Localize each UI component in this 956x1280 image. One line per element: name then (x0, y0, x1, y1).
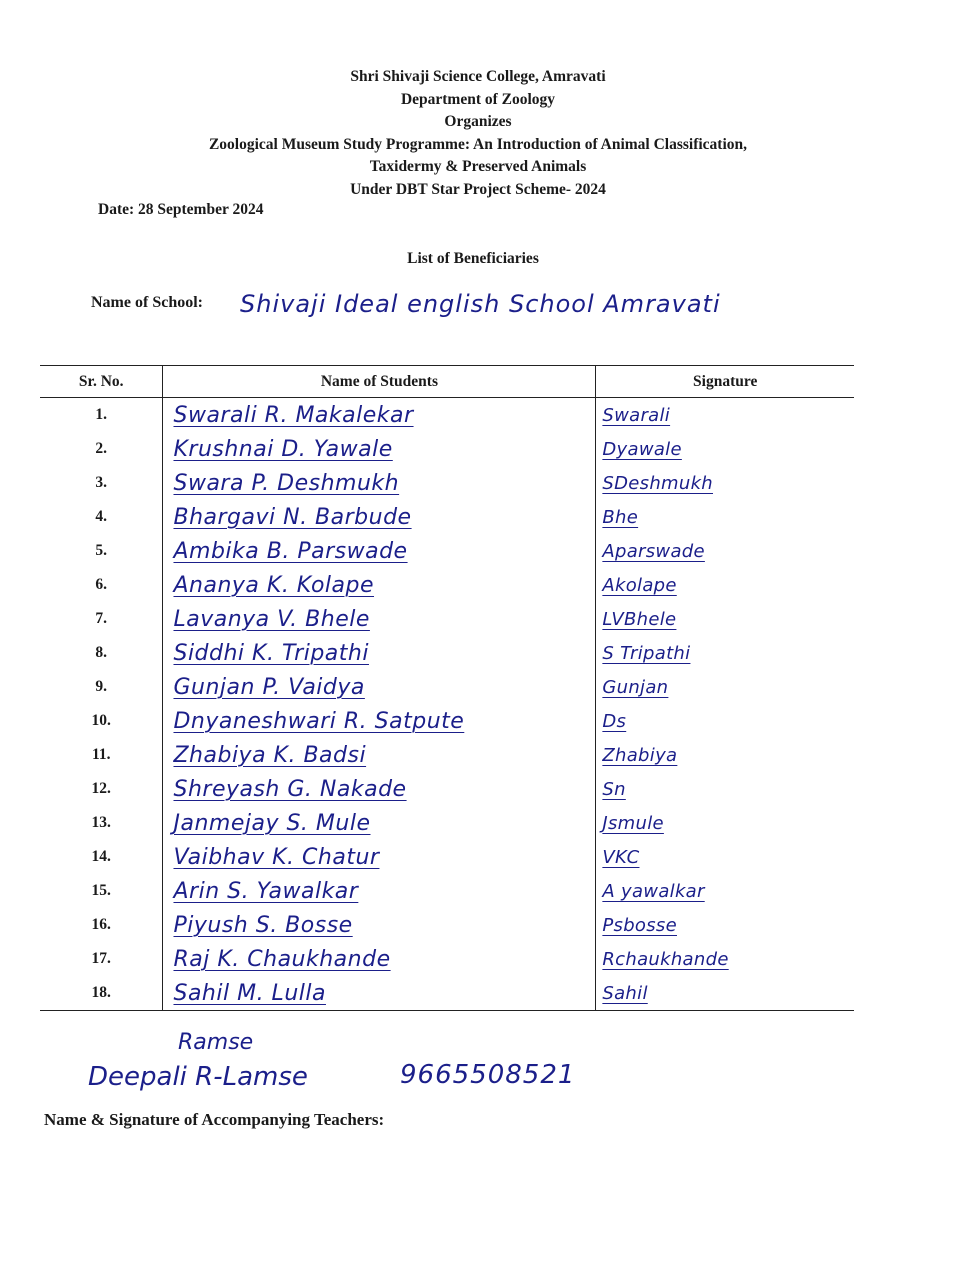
row-student-name: Ananya K. Kolape (173, 572, 375, 598)
table-row (40, 772, 854, 806)
school-label: Name of School: (91, 294, 203, 311)
header-student-name: Name of Students (163, 366, 596, 398)
row-sr-no: 3. (40, 466, 163, 500)
table-row (40, 568, 854, 602)
row-signature: Psbosse (602, 914, 677, 936)
row-student-name: Bhargavi N. Barbude (173, 504, 412, 530)
row-student-name: Krushnai D. Yawale (173, 436, 393, 462)
document-header (0, 66, 956, 202)
row-student-name: Zhabiya K. Badsi (173, 742, 367, 768)
row-student-name: Janmejay S. Mule (173, 810, 371, 836)
table-row (40, 942, 854, 976)
table-row (40, 840, 854, 874)
table-row (40, 432, 854, 466)
row-signature: Sahil (602, 982, 648, 1004)
table-row (40, 602, 854, 636)
row-sr-no: 12. (40, 772, 163, 806)
row-signature: Zhabiya (602, 744, 678, 766)
header-sr-no: Sr. No. (40, 366, 163, 398)
teacher-signature: Ramse (178, 1030, 254, 1055)
row-sr-no: 14. (40, 840, 163, 874)
row-sr-no: 10. (40, 704, 163, 738)
row-sr-no: 1. (40, 398, 163, 433)
table-row (40, 874, 854, 908)
beneficiaries-table (40, 365, 854, 1011)
row-signature: Dyawale (602, 438, 682, 460)
table-row (40, 534, 854, 568)
row-student-name: Swarali R. Makalekar (173, 402, 414, 428)
table-row (40, 500, 854, 534)
row-sr-no: 5. (40, 534, 163, 568)
row-signature: Swarali (602, 404, 671, 426)
row-sr-no: 8. (40, 636, 163, 670)
row-sr-no: 17. (40, 942, 163, 976)
list-title: List of Beneficiaries (407, 250, 539, 267)
row-signature: SDeshmukh (602, 472, 713, 494)
table-row (40, 704, 854, 738)
row-signature: Bhe (602, 506, 639, 528)
row-signature: S Tripathi (602, 642, 691, 664)
row-signature: VKC (602, 846, 640, 868)
row-signature: LVBhele (602, 608, 677, 630)
row-signature: Akolape (602, 574, 677, 596)
row-sr-no: 11. (40, 738, 163, 772)
row-student-name: Swara P. Deshmukh (173, 470, 400, 496)
row-signature: Ds (602, 710, 627, 732)
row-student-name: Arin S. Yawalkar (173, 878, 359, 904)
row-student-name: Piyush S. Bosse (173, 912, 353, 938)
table-row (40, 466, 854, 500)
teacher-phone: 9665508521 (400, 1060, 576, 1090)
table-row (40, 806, 854, 840)
row-student-name: Shreyash G. Nakade (173, 776, 407, 802)
row-signature: A yawalkar (602, 880, 705, 902)
row-student-name: Raj K. Chaukhande (173, 946, 391, 972)
row-sr-no: 4. (40, 500, 163, 534)
table-row (40, 398, 854, 433)
table-row (40, 908, 854, 942)
row-student-name: Gunjan P. Vaidya (173, 674, 365, 700)
table-row (40, 738, 854, 772)
row-student-name: Vaibhav K. Chatur (173, 844, 380, 870)
table-row (40, 670, 854, 704)
event-date: Date: 28 September 2024 (98, 201, 264, 218)
row-student-name: Dnyaneshwari R. Satpute (173, 708, 465, 734)
row-sr-no: 16. (40, 908, 163, 942)
row-sr-no: 9. (40, 670, 163, 704)
row-sr-no: 18. (40, 976, 163, 1011)
row-signature: Aparswade (602, 540, 705, 562)
table-row (40, 636, 854, 670)
accompanying-teachers-label: Name & Signature of Accompanying Teachers: (44, 1110, 385, 1129)
college-name: Shri Shivaji Science College, Amravati (350, 68, 606, 85)
row-signature: Sn (602, 778, 626, 800)
table-row (40, 976, 854, 1011)
department-name: Department of Zoology (400, 90, 556, 108)
row-sr-no: 7. (40, 602, 163, 636)
row-student-name: Siddhi K. Tripathi (173, 640, 369, 666)
row-sr-no: 2. (40, 432, 163, 466)
row-student-name: Lavanya V. Bhele (173, 606, 370, 632)
row-sr-no: 6. (40, 568, 163, 602)
row-sr-no: 13. (40, 806, 163, 840)
organizes-label: Organizes (444, 113, 512, 131)
row-signature: Rchaukhande (602, 948, 729, 970)
header-signature: Signature (596, 366, 854, 398)
row-student-name: Sahil M. Lulla (173, 980, 326, 1006)
row-signature: Gunjan (602, 676, 669, 698)
teacher-name: Deepali R-Lamse (88, 1062, 308, 1092)
programme-title: Zoological Museum Study Programme: An Introduction of Animal Classification, (208, 135, 748, 153)
row-student-name: Ambika B. Parswade (173, 538, 408, 564)
scheme-name: Under DBT Star Project Scheme- 2024 (350, 180, 606, 198)
row-signature: Jsmule (602, 812, 664, 834)
programme-subtitle: Taxidermy & Preserved Animals (369, 158, 587, 176)
table-header-row (40, 366, 854, 398)
row-sr-no: 15. (40, 874, 163, 908)
school-name: Shivaji Ideal english School Amravati (240, 290, 721, 318)
